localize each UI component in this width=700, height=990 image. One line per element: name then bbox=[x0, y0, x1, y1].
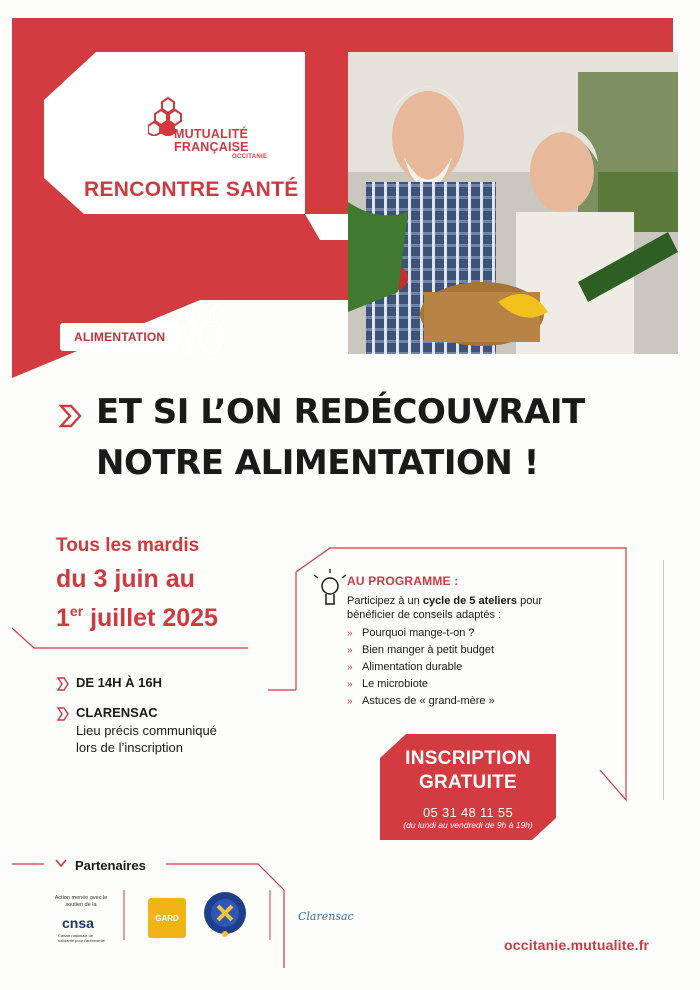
cnsa-logo: cnsa bbox=[62, 915, 94, 931]
headline-line-2: NOTRE ALIMENTATION ! bbox=[96, 443, 539, 483]
cnsa-full-name: Caisse nationale de solidarité pour l’autonomie bbox=[58, 933, 105, 943]
inscription-phone[interactable]: 05 31 48 11 55 bbox=[423, 805, 513, 820]
theme-tag-label: ALIMENTATION bbox=[74, 330, 166, 344]
brand-line-1: MUTUALITÉ bbox=[174, 127, 249, 141]
programme-intro-line-1: Participez à un cycle de 5 ateliers pour bbox=[347, 595, 543, 607]
inscription-title-line-2: GRATUITE bbox=[418, 772, 518, 793]
inscription-title-line-1: INSCRIPTION bbox=[405, 748, 531, 769]
cnsa-note: Action menée avec le soutien de la bbox=[54, 895, 108, 908]
inscription-hours: (du lundi au vendredi de 9h à 19h) bbox=[403, 820, 533, 830]
website-link[interactable]: occitanie.mutualite.fr bbox=[504, 937, 650, 953]
list-item: » Astuces de « grand-mère » bbox=[347, 695, 495, 707]
lightbulb-icon bbox=[314, 569, 346, 604]
brand-line-2: FRANÇAISE bbox=[174, 140, 249, 154]
time-label: DE 14H À 16H bbox=[76, 675, 162, 690]
brand-region: OCCITANIE bbox=[232, 154, 268, 160]
date-range-line-2: 1er juillet 2025 bbox=[56, 603, 218, 632]
gard-logo-text: GARD bbox=[155, 914, 179, 923]
programme-list bbox=[347, 625, 495, 710]
place-note-line-2: lors de l’inscription bbox=[76, 740, 183, 755]
place-note-line-1: Lieu précis communiqué bbox=[76, 723, 217, 738]
programme-intro-line-2: bénéficier de conseils adaptés : bbox=[347, 609, 502, 621]
partners-label: Partenaires bbox=[75, 858, 146, 873]
date-range-line-1: du 3 juin au bbox=[56, 565, 195, 593]
programme-title: AU PROGRAMME : bbox=[347, 574, 459, 588]
department-seal-icon bbox=[202, 890, 248, 938]
list-item: » Bien manger à petit budget bbox=[347, 644, 495, 656]
date-recurrence: Tous les mardis bbox=[56, 535, 200, 556]
headline-line-1: ET SI L’ON REDÉCOUVRAIT bbox=[96, 392, 585, 432]
list-item: » Pourquoi mange-t-on ? bbox=[347, 627, 475, 639]
event-type-title: RENCONTRE SANTÉ bbox=[84, 178, 299, 201]
legal-side-note bbox=[661, 560, 667, 800]
clarensac-logo: Clarensac bbox=[298, 910, 354, 923]
list-item: » Alimentation durable bbox=[347, 661, 463, 673]
list-item: » Le microbiote bbox=[347, 678, 429, 690]
place-label: CLARENSAC bbox=[76, 705, 158, 720]
